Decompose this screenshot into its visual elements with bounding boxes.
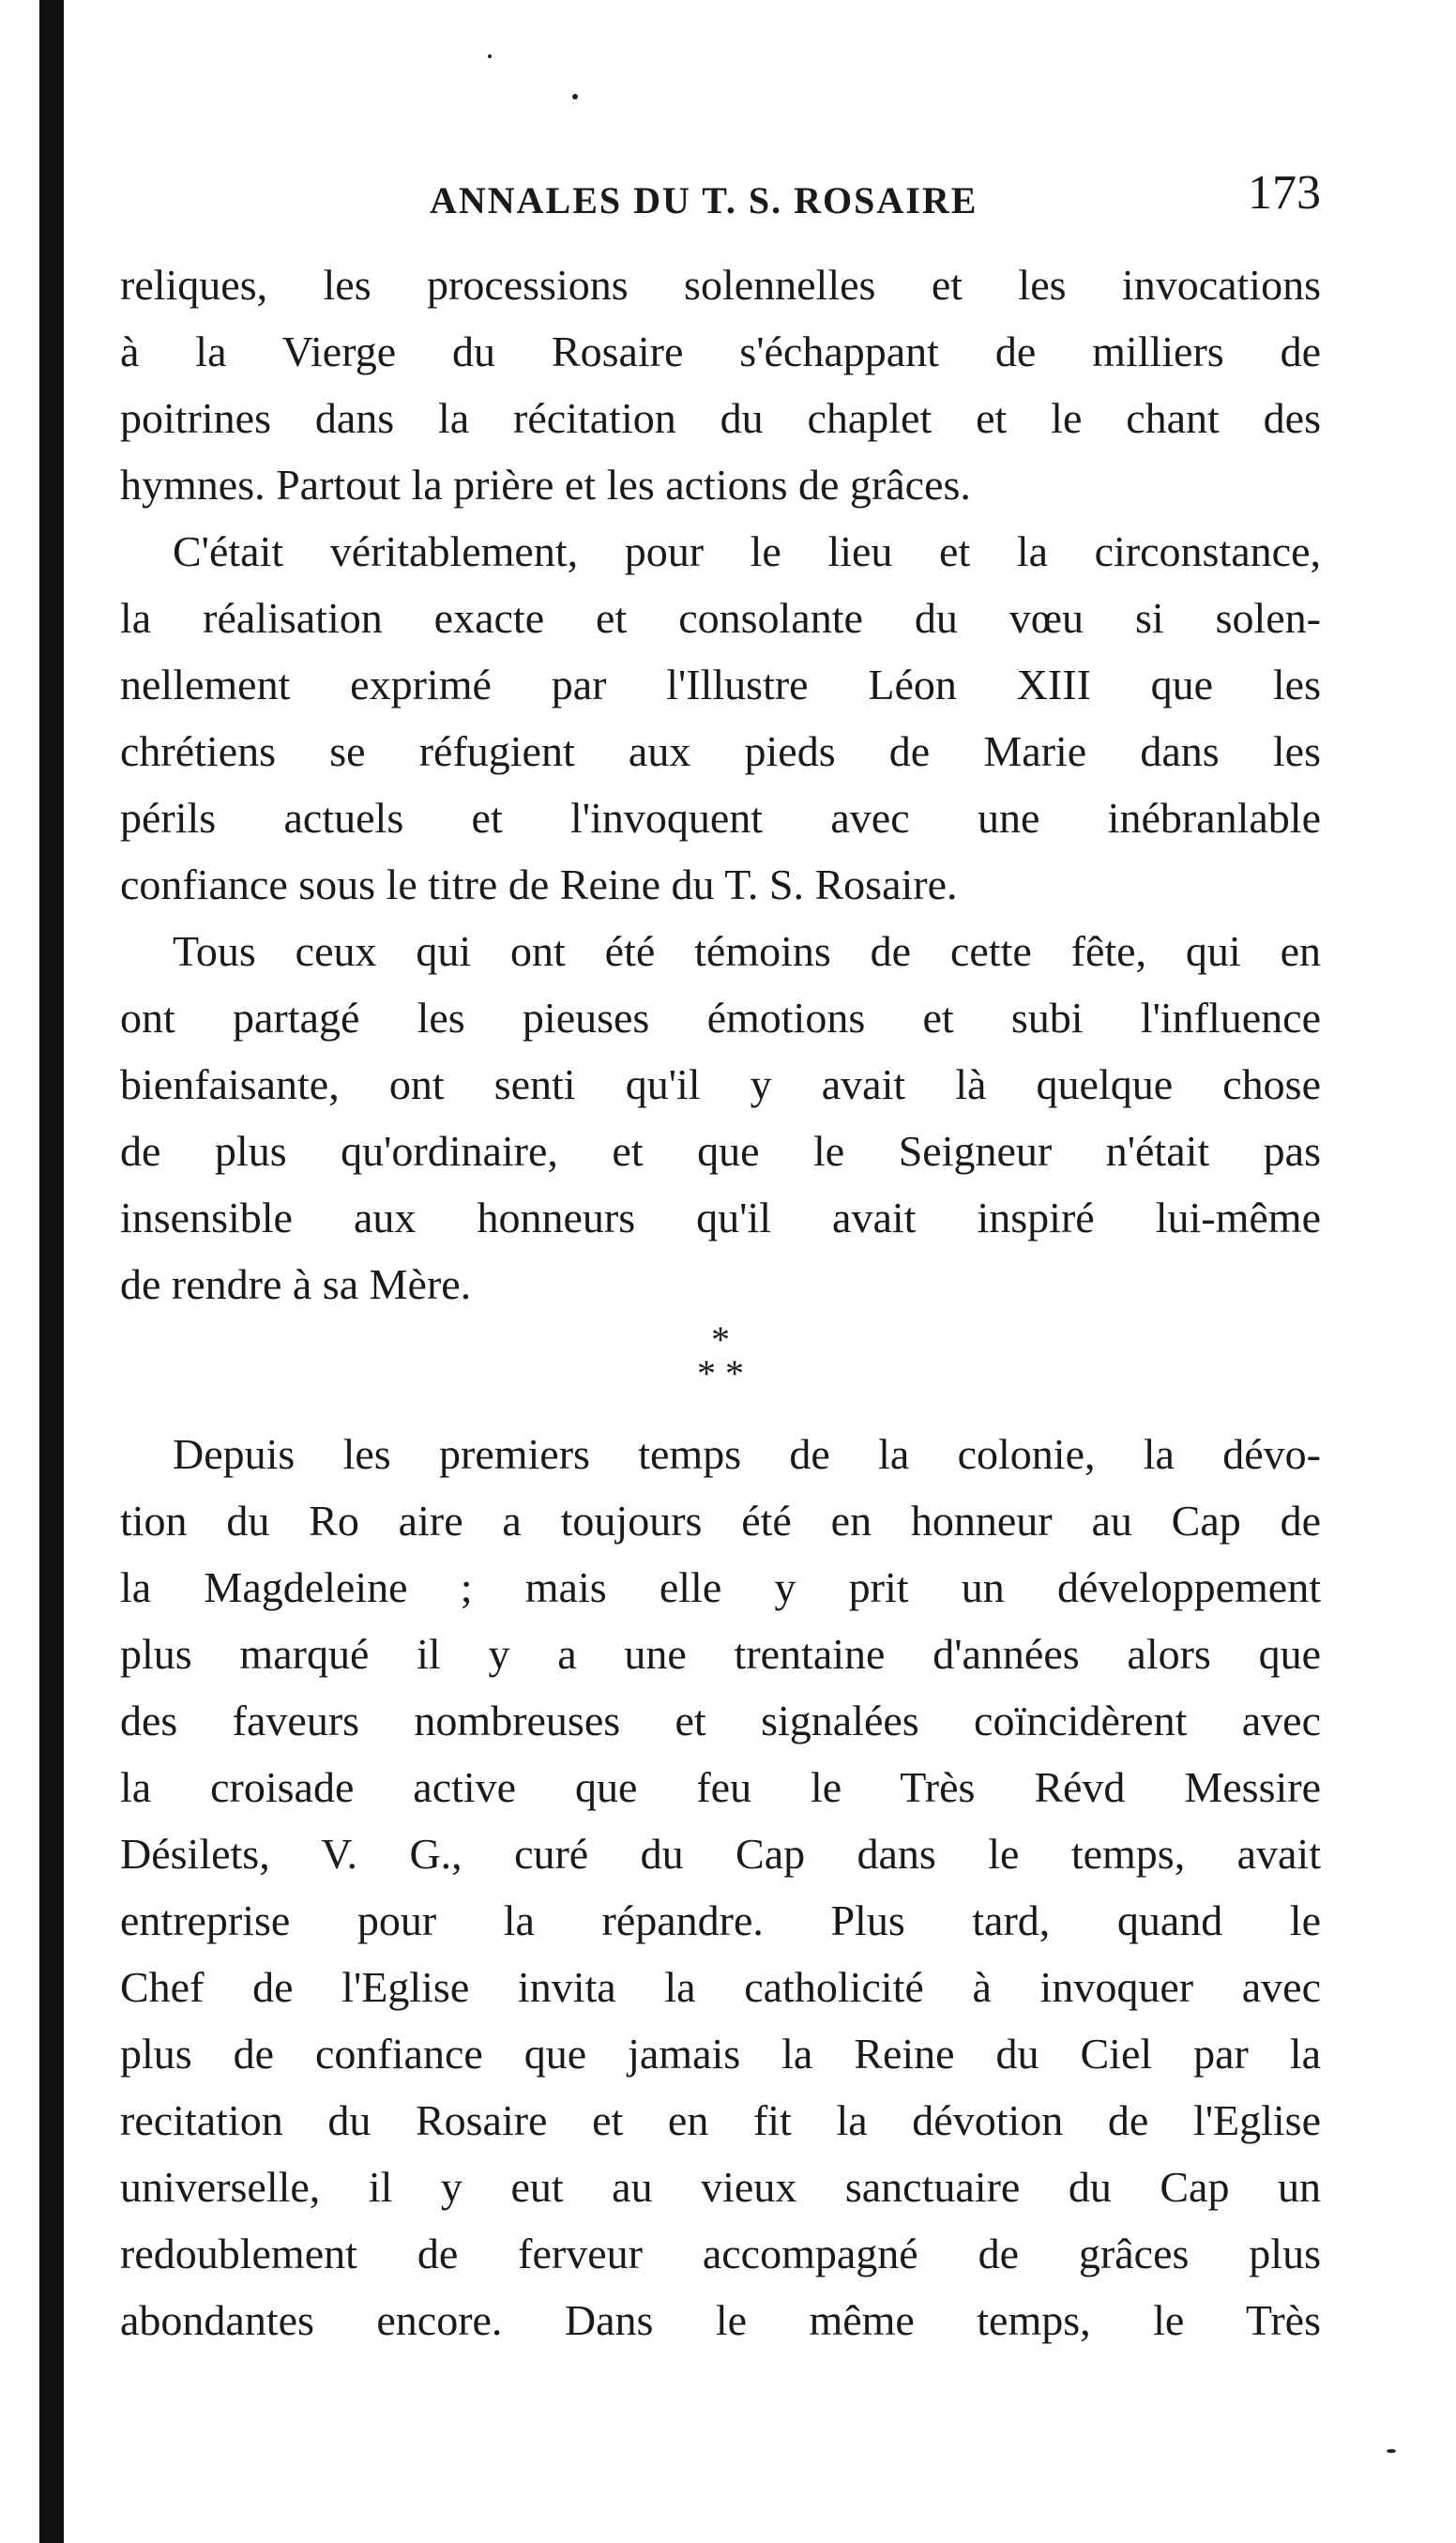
body-text	[120, 251, 1321, 2353]
text-line: ont partagé les pieuses émotions et subi l'influence	[120, 994, 1321, 1042]
text-line: hymnes. Partout la prière et les actions de grâces.	[120, 461, 971, 509]
text-line: recitation du Rosaire et en fit la dévotion de l'Eglise	[120, 2096, 1321, 2144]
text-line: des faveurs nombreuses et signalées coïncidèrent avec	[120, 1697, 1321, 1744]
text-line: tion du Ro aire a toujours été en honneur au Cap de	[120, 1497, 1321, 1545]
paragraph-4	[120, 1421, 1321, 2353]
scan-speck	[488, 54, 492, 58]
text-line: nellement exprimé par l'Illustre Léon XIII que les	[120, 661, 1321, 708]
text-line: chrétiens se réfugient aux pieds de Marie dans les	[120, 727, 1321, 775]
text-line: Chef de l'Eglise invita la catholicité à invoquer avec	[120, 1963, 1321, 2011]
scan-speck	[572, 94, 578, 99]
scan-speck	[1387, 2449, 1396, 2453]
text-line: de rendre à sa Mère.	[120, 1260, 472, 1308]
text-line: plus marqué il y a une trentaine d'années alors que	[120, 1630, 1321, 1678]
running-head	[120, 160, 1321, 225]
text-line: Tous ceux qui ont été témoins de cette fête, qui en	[173, 927, 1321, 975]
text-line: redoublement de ferveur accompagné de grâces plus	[120, 2230, 1321, 2277]
paragraph-2	[120, 518, 1321, 918]
text-line: Désilets, V. G., curé du Cap dans le temps, avait	[120, 1830, 1321, 1878]
text-line: la réalisation exacte et consolante du vœu si solen-	[120, 594, 1321, 642]
text-line: la Magdeleine ; mais elle y prit un développement	[120, 1563, 1321, 1611]
asterism-top: *	[711, 1318, 730, 1361]
text-line: entreprise pour la répandre. Plus tard, quand le	[120, 1896, 1321, 1944]
text-line: insensible aux honneurs qu'il avait inspiré lui-même	[120, 1194, 1321, 1241]
text-line: reliques, les processions solennelles et les invocations	[120, 261, 1321, 309]
book-page	[120, 160, 1321, 2353]
text-line: la croisade active que feu le Très Révd Messire	[120, 1763, 1321, 1811]
page-binding-edge	[39, 0, 64, 2543]
text-line: Depuis les premiers temps de la colonie, la dévo-	[173, 1430, 1321, 1478]
asterism-bottom: * *	[697, 1352, 744, 1394]
text-line: confiance sous le titre de Reine du T. S. Rosaire.	[120, 860, 958, 908]
text-line: périls actuels et l'invoquent avec une inébranlable	[120, 794, 1321, 842]
text-line: C'était véritablement, pour le lieu et la circonstance,	[173, 527, 1321, 575]
text-line: universelle, il y eut au vieux sanctuaire du Cap un	[120, 2163, 1321, 2211]
text-line: plus de confiance que jamais la Reine du Ciel par la	[120, 2030, 1321, 2078]
running-title: ANNALES DU T. S. ROSAIRE	[430, 179, 978, 221]
text-line: à la Vierge du Rosaire s'échappant de milliers de	[120, 327, 1321, 375]
paragraph-1	[120, 251, 1321, 518]
text-line: de plus qu'ordinaire, et que le Seigneur n'était pas	[120, 1127, 1321, 1175]
text-line: bienfaisante, ont senti qu'il y avait là quelque chose	[120, 1060, 1321, 1108]
section-separator-asterism	[120, 1317, 1321, 1421]
page-number: 173	[1248, 166, 1321, 220]
text-line: abondantes encore. Dans le même temps, le Très	[120, 2296, 1321, 2344]
text-line: poitrines dans la récitation du chaplet et le chant des	[120, 394, 1321, 442]
paragraph-3	[120, 918, 1321, 1317]
